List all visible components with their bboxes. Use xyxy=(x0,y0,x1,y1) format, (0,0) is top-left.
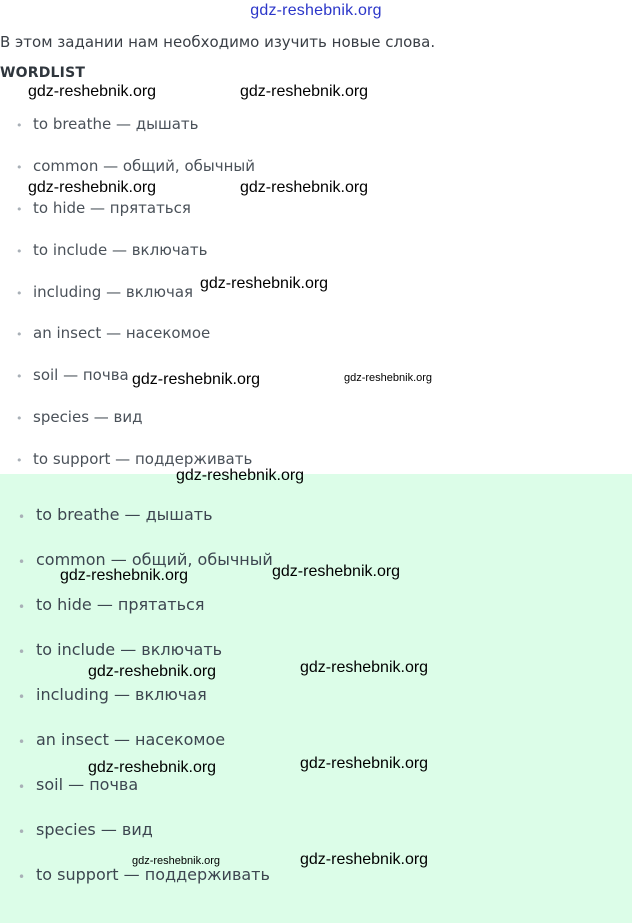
list-item-text: to support — поддерживать xyxy=(36,865,270,884)
watermark: gdz-reshebnik.org xyxy=(132,371,261,388)
list-item-text: to hide — прятаться xyxy=(36,595,205,614)
list-item-text: common — общий, обычный xyxy=(33,157,255,175)
bullet-icon: • xyxy=(18,510,26,524)
watermark: gdz-reshebnik.org xyxy=(132,855,221,867)
bullet-icon: • xyxy=(16,328,23,341)
bullet-icon: • xyxy=(18,690,26,704)
watermark: gdz-reshebnik.org xyxy=(88,663,217,680)
bullet-icon: • xyxy=(18,825,26,839)
list-item-text: to breathe — дышать xyxy=(33,115,199,133)
bullet-icon: • xyxy=(18,870,26,884)
intro-text: В этом задании нам необходимо изучить новые слова. xyxy=(0,33,436,51)
bullet-icon: • xyxy=(18,645,26,659)
list-item-text: to breathe — дышать xyxy=(36,505,213,524)
list-item-text: to include — включать xyxy=(33,241,208,259)
watermark: gdz-reshebnik.org xyxy=(88,759,217,776)
bullet-icon: • xyxy=(16,203,23,216)
list-item-text: species — вид xyxy=(33,408,143,426)
list-item-text: including — включая xyxy=(36,685,207,704)
list-item-text: an insect — насекомое xyxy=(36,730,226,749)
watermark: gdz-reshebnik.org xyxy=(240,83,369,100)
bullet-icon: • xyxy=(16,161,23,174)
list-item-text: soil — почва xyxy=(33,366,129,384)
watermark: gdz-reshebnik.org xyxy=(300,755,429,772)
watermark: gdz-reshebnik.org xyxy=(272,563,401,580)
watermark: gdz-reshebnik.org xyxy=(300,659,429,676)
bullet-icon: • xyxy=(16,287,23,300)
bullet-icon: • xyxy=(18,555,26,569)
bullet-icon: • xyxy=(18,600,26,614)
bullet-icon: • xyxy=(16,245,23,258)
bullet-icon: • xyxy=(16,412,23,425)
watermark: gdz-reshebnik.org xyxy=(28,83,157,100)
list-item-text: including — включая xyxy=(33,283,194,301)
bullet-icon: • xyxy=(18,780,26,794)
list-item-text: soil — почва xyxy=(36,775,139,794)
watermark: gdz-reshebnik.org xyxy=(60,567,189,584)
wordlist-title: WORDLIST xyxy=(0,65,86,81)
list-item-text: to support — поддерживать xyxy=(33,450,253,468)
bullet-icon: • xyxy=(16,370,23,383)
list-item-text: to hide — прятаться xyxy=(33,199,191,217)
site-link[interactable]: gdz-reshebnik.org xyxy=(250,2,382,19)
watermark: gdz-reshebnik.org xyxy=(344,372,433,384)
watermark: gdz-reshebnik.org xyxy=(200,275,329,292)
list-item-text: common — общий, обычный xyxy=(36,550,273,569)
list-item-text: to include — включать xyxy=(36,640,223,659)
watermark: gdz-reshebnik.org xyxy=(240,179,369,196)
bullet-icon: • xyxy=(16,454,23,467)
watermark: gdz-reshebnik.org xyxy=(300,851,429,868)
bullet-icon: • xyxy=(18,735,26,749)
watermark: gdz-reshebnik.org xyxy=(28,179,157,196)
watermark: gdz-reshebnik.org xyxy=(176,467,305,484)
bullet-icon: • xyxy=(16,119,23,132)
list-item-text: species — вид xyxy=(36,820,153,839)
list-item-text: an insect — насекомое xyxy=(33,324,211,342)
